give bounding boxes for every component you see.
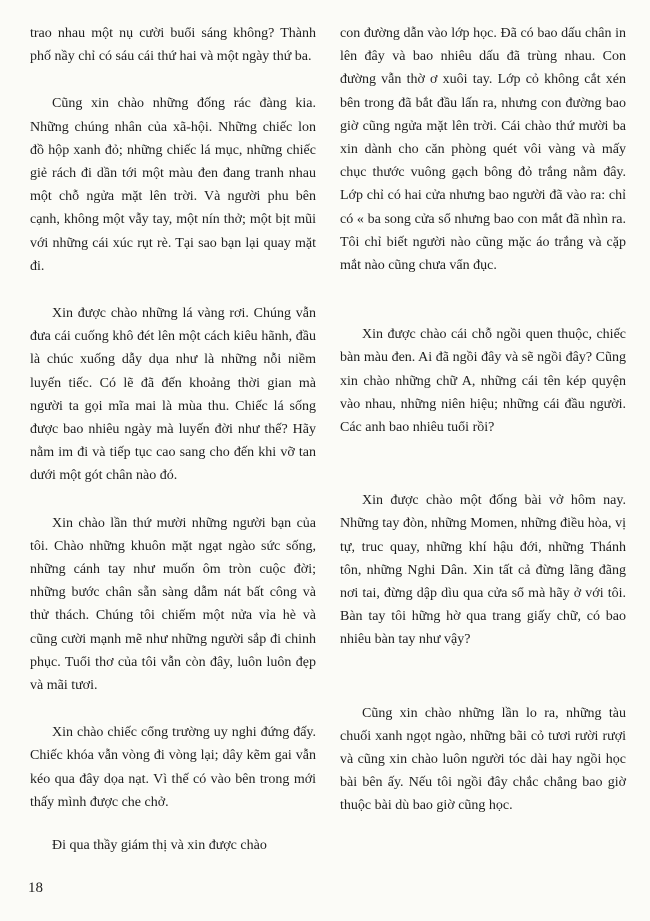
paragraph: Xin được chào một đống bài vở hôm nay. Những tay đòn, những Momen, những điều hòa, vị tự, truc quay, những khí hậu đới, những Thánh tôn, những Nghi Dân. Xin tất cả đừng lãng đãng nơi tai, đừng dập dìu qua cửa sổ mà hãy ở với tôi. Bàn tay tôi hững hờ qua trang giấy chữ, có bao nhiêu bàn tay như vậy? [340, 493, 626, 648]
paragraph: trao nhau một nụ cười buổi sáng không? Thành phố nầy chỉ có sáu cái thứ hai và một ngày thứ ba. [30, 26, 316, 65]
paragraph: con đường dẫn vào lớp học. Đã có bao dấu chân in lên đây và bao nhiêu dấu đã trùng nhau. Con đường vẫn thờ ơ xuôi tay. Lớp cỏ không cắt xén bên trong đã bắt đầu lấn ra, nhưng con đường bao giờ cũng ngửa mặt lên trời. Cái chào thứ mười ba xin dành cho căn phòng quét vôi vàng và mấy chục thước vuông gạch bông đỏ trắng nằm đây. Lớp chỉ có hai cửa nhưng bao người đã vào ra: chỉ có « ba song cửa sổ nhưng bao con mắt đã nhìn ra. Tôi chỉ biết người nào cũng mặc áo trắng và cặp mắt nào cũng chưa vẩn đục. [340, 26, 626, 274]
paragraph: Xin chào chiếc cổng trường uy nghi đứng đấy. Chiếc khóa vẫn vòng đi vòng lại; dây kẽm gai vẫn kéo qua đây dọa nạt. Vì thế có vào bên trong mới thấy mình được che chở. [30, 725, 316, 810]
paragraph: Xin được chào những lá vàng rơi. Chúng vẫn đưa cái cuống khô đét lên một cách kiêu hãnh, đầu là chúc xuống dẫy dụa như là những nỗi niềm luyến tiếc. Có lẽ đã đến khoảng thời gian mà người ta gọi mĩa mai là mùa thu. Chiếc lá sống được bao nhiêu ngày mà luyến đời như thế? Hãy nằm im đi và tiếp tục cao sang cho đến khi vỡ tan dưới một gót chân nào đó. [30, 306, 316, 484]
paragraph: Cũng xin chào những lần lo ra, những tàu chuối xanh ngọt ngào, những bãi cỏ tươi rười rượi và cũng xin chào luôn người tóc dài hay ngồi học bài bên ấy. Nếu tôi ngồi đây chắc chẳng bao giờ thuộc bài dù bao giờ cũng học. [340, 705, 626, 814]
paragraph: Xin chào lần thứ mười những người bạn của tôi. Chào những khuôn mặt ngạt ngào sức sống, những cánh tay như muốn ôm tròn cuộc đời; những bước chân sẵn sàng dẫm nát bất công và thử thách. Chúng tôi chiếm một nửa vỉa hè và cũng cười mạnh mẽ như những người sắp đi chinh phục. Tuổi thơ của tôi vẫn còn đây, luôn luôn đẹp và mãi tươi. [30, 515, 316, 694]
right-column [340, 22, 626, 818]
paragraph: Xin được chào cái chỗ ngồi quen thuộc, chiếc bàn màu đen. Ai đã ngồi đây và sẽ ngồi đây? Cũng xin chào những chữ A, những cái tên kép quyện vào nhau, những niên hiệu; những cái đầu người. Các anh bao nhiêu tuổi rồi? [340, 327, 626, 436]
page-number: 18 [28, 880, 43, 896]
paragraph: Cũng xin chào những đống rác đàng kia. Những chúng nhân của xã-hội. Những chiếc lon đồ hộp xanh đỏ; những chiếc lá mục, những chiếc giẻ rách đi dần tới một màu đen đang tranh nhau một chỗ ngửa mặt lên trời. Và người phu bên cạnh, không một vẫy tay, một nín thở; một bịt mũi với những cái xúc rụt rè. Tại sao bạn lại quay mặt đi. [30, 96, 316, 274]
left-column [30, 22, 316, 857]
paragraph: Đi qua thầy giám thị và xin được chào [52, 838, 267, 854]
